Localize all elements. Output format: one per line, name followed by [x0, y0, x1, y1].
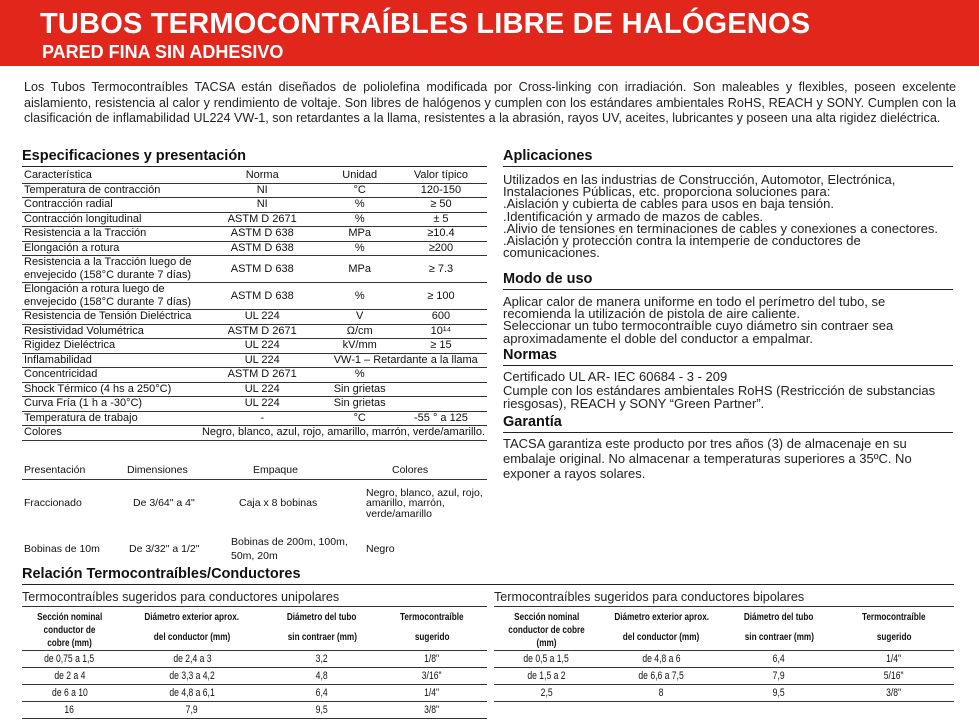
- cell: 8: [599, 685, 724, 702]
- divider: [494, 606, 954, 607]
- cell: ≥ 7.3: [395, 256, 487, 283]
- cell: Concentricidad: [22, 368, 200, 383]
- column-header: del conductor (mm): [599, 624, 724, 651]
- cell: Shock Térmico (4 hs a 250°C): [22, 382, 200, 397]
- unipolar-title: Termocontraíbles sugeridos para conductores unipolares: [22, 590, 340, 604]
- table-row: [494, 685, 954, 702]
- cell: MPa: [325, 227, 395, 242]
- normas-heading: Normas: [503, 347, 557, 363]
- column-header: Dimensiones: [127, 464, 188, 477]
- divider: [503, 166, 953, 167]
- cell: Elongación a rotura luego de envejecido (158°C durante 7 días): [22, 283, 200, 310]
- presentation-table: [22, 462, 487, 571]
- cell: -: [200, 411, 325, 426]
- cell: de 6 a 10: [22, 685, 117, 702]
- cell: VW-1 – Retardante a la llama: [325, 353, 488, 368]
- table-row: [22, 668, 487, 685]
- table-row: [22, 227, 487, 242]
- divider: [22, 584, 954, 585]
- cell: ≥200: [395, 241, 487, 256]
- cell: Elongación a rotura: [22, 241, 200, 256]
- cell: de 1,5 a 2: [494, 668, 599, 685]
- cell: ASTM D 2671: [200, 368, 325, 383]
- modo-heading: Modo de uso: [503, 271, 593, 287]
- column-header: Unidad: [325, 169, 395, 183]
- page-title: TUBOS TERMOCONTRAÍBLES LIBRE DE HALÓGENOS: [40, 8, 811, 40]
- table-row: [22, 198, 487, 213]
- column-header: sugerido: [834, 624, 954, 651]
- table-row: [494, 651, 954, 668]
- cell: %: [325, 241, 395, 256]
- garantia-text: TACSA garantiza este producto por tres años (3) de almacenaje en su embalaje original. No almacenar a temperaturas superiores a 35ºC. No exponer a rayos solares.: [503, 436, 912, 481]
- cell: Bobinas de 200m, 100m, 50m, 20m: [231, 536, 348, 562]
- table-row: [22, 426, 487, 441]
- column-header: conductor de cobre (mm): [494, 624, 599, 651]
- table-row: [22, 685, 487, 702]
- table-row: [22, 183, 487, 198]
- cell: ≥10.4: [395, 227, 487, 242]
- cell: de 3,3 a 4,2: [117, 668, 267, 685]
- table-row: [22, 702, 487, 719]
- unipolar-table: [22, 611, 487, 719]
- cell: Temperatura de contracción: [22, 183, 200, 198]
- table-header-row: [22, 624, 487, 651]
- cell: %: [325, 198, 395, 213]
- normas-line: Certificado UL AR- IEC 60684 - 3 - 209: [503, 369, 728, 384]
- cell: Resistencia a la Tracción: [22, 227, 200, 242]
- cell: MPa: [325, 256, 395, 283]
- cell: 120-150: [395, 183, 487, 198]
- cell: ASTM D 2671: [200, 212, 325, 227]
- column-header: Presentación: [24, 464, 86, 477]
- divider: [22, 166, 487, 167]
- table-header-row: [494, 611, 954, 624]
- table-row: [22, 479, 487, 527]
- column-header: Diámetro exterior aprox.: [614, 611, 709, 623]
- cell: de 0,5 a 1,5: [494, 651, 599, 668]
- cell: Resistencia a la Tracción luego de envejecido (158°C durante 7 días): [22, 256, 200, 283]
- cell: NI: [200, 183, 325, 198]
- intro-paragraph: Los Tubos Termocontraíbles TACSA están diseñados de poliolefina modificada por Cross-linking con irradiación. Son maleables y flexibles, poseen excelente aislamiento, resistencia al calor y rendimiento de voltaje. Son libres de halógenos y cumplen con los estándares ambientales RoHS, REACH y SONY. Cumplen con la clasificación de inflamabilidad UL224 VW-1, son retardantes a la llama, resistentes a la abrasión, rayos UV, aceites, lubricantes y poseen una alta rigidez dieléctrica.: [24, 80, 956, 126]
- column-header: Sección nominal: [513, 611, 580, 623]
- cell: ≥ 15: [395, 339, 487, 354]
- cell: [395, 382, 487, 397]
- column-header: Empaque: [253, 464, 298, 477]
- table-row: [494, 668, 954, 685]
- cell: UL 224: [200, 339, 325, 354]
- specs-heading: Especificaciones y presentación: [22, 148, 247, 164]
- cell: Rigidez Dieléctrica: [22, 339, 200, 354]
- table-row: [22, 339, 487, 354]
- cell: ASTM D 638: [200, 241, 325, 256]
- aplicaciones-line: .Aislación y cubierta de cables para usos en baja tensión.: [503, 196, 834, 212]
- table-row: [22, 256, 487, 283]
- table-header-row: [22, 462, 487, 479]
- table-row: [22, 651, 487, 668]
- aplicaciones-text: [503, 174, 953, 259]
- cell: 600: [395, 310, 487, 325]
- column-header: sugerido: [377, 624, 487, 651]
- cell: de 4,8 a 6,1: [117, 685, 267, 702]
- cell: 9,5: [724, 685, 834, 702]
- cell: 6,4: [267, 685, 377, 702]
- column-header: sin contraer (mm): [724, 624, 834, 651]
- aplicaciones-line: .Aislación y protección contra la intemperie de conductores de comunicaciones.: [503, 233, 861, 261]
- cell: %: [325, 283, 395, 310]
- cell: 9,5: [267, 702, 377, 719]
- normas-text: [503, 370, 953, 411]
- column-header: Colores: [392, 464, 429, 477]
- column-header: Termocontraíble: [862, 611, 926, 623]
- cell: ASTM D 638: [200, 283, 325, 310]
- cell: Fraccionado: [24, 497, 82, 510]
- cell: NI: [200, 198, 325, 213]
- cell: Sin grietas: [325, 382, 395, 397]
- table-row: [22, 212, 487, 227]
- header-banner: [0, 0, 979, 66]
- colors-label: Colores: [22, 426, 200, 441]
- table-row: [22, 368, 487, 383]
- cell: Curva Fría (1 h a -30°C): [22, 397, 200, 412]
- cell: 6,4: [724, 651, 834, 668]
- cell: 16: [22, 702, 117, 719]
- cell: 4,8: [267, 668, 377, 685]
- cell: ≥ 50: [395, 198, 487, 213]
- cell: 1/8": [377, 651, 487, 668]
- aplicaciones-line: Utilizados en las industrias de Construcción, Automotor, Electrónica, Instalaciones Públicas, etc. proporciona soluciones para:: [503, 172, 896, 200]
- cell: Negro: [366, 543, 395, 555]
- column-header: Diámetro exterior aprox.: [144, 611, 240, 623]
- column-header: Valor típico: [395, 169, 487, 183]
- cell: Resistencia de Tensión Dieléctrica: [22, 310, 200, 325]
- column-header: Diámetro del tubo: [287, 611, 357, 623]
- modo-line: Seleccionar un tubo termocontraíble cuyo diámetro sin contraer sea aproximadamente el doble del conductor a empalmar.: [503, 318, 894, 346]
- cell: 1/4": [377, 685, 487, 702]
- table-header-row: [494, 624, 954, 651]
- cell: UL 224: [200, 397, 325, 412]
- normas-line: Cumple con los estándares ambientales RoHS (Restricción de substancias riesgosas), REACH y SONY “Green Partner”.: [503, 382, 936, 411]
- cell: UL 224: [200, 382, 325, 397]
- cell: kV/mm: [325, 339, 395, 354]
- table-row: [22, 310, 487, 325]
- cell: 5/16": [834, 668, 954, 685]
- aplicaciones-line: .Alivio de tensiones en terminaciones de cables y conexiones a conectores.: [503, 220, 939, 236]
- cell: ± 5: [395, 212, 487, 227]
- specs-table: [22, 169, 487, 441]
- cell: de 4,8 a 6: [599, 651, 724, 668]
- column-header: del conductor (mm): [117, 624, 267, 651]
- cell: 3/8": [834, 685, 954, 702]
- cell: Inflamabilidad: [22, 353, 200, 368]
- cell: ASTM D 638: [200, 227, 325, 242]
- cell: Contracción longitudinal: [22, 212, 200, 227]
- table-row: [22, 382, 487, 397]
- relacion-heading: Relación Termocontraíbles/Conductores: [22, 566, 301, 582]
- cell: 3/16": [377, 668, 487, 685]
- modo-line: Aplicar calor de manera uniforme en todo el perímetro del tubo, se recomienda la utilización de pistola de aire caliente.: [503, 294, 886, 322]
- divider: [503, 432, 953, 433]
- table-row: [22, 411, 487, 426]
- cell: -55 ° a 125: [395, 411, 487, 426]
- cell: de 0,75 a 1,5: [22, 651, 117, 668]
- table-row: [22, 283, 487, 310]
- cell: Negro, blanco, azul, rojo, amarillo, marrón, verde/amarillo: [366, 486, 483, 520]
- bipolar-table: [494, 611, 954, 702]
- cell: Caja x 8 bobinas: [239, 497, 318, 510]
- table-row: [22, 353, 487, 368]
- cell: [395, 368, 487, 383]
- column-header: Diámetro del tubo: [744, 611, 814, 623]
- cell: 7,9: [724, 668, 834, 685]
- cell: 3/8": [377, 702, 487, 719]
- divider: [503, 289, 953, 290]
- bipolar-title: Termocontraíbles sugeridos para conductores bipolares: [494, 590, 805, 604]
- cell: ≥ 100: [395, 283, 487, 310]
- table-row: [22, 324, 487, 339]
- cell: %: [325, 212, 395, 227]
- cell: 10¹⁴: [395, 324, 487, 339]
- column-header: Norma: [200, 169, 325, 183]
- cell: V: [325, 310, 395, 325]
- column-header: Característica: [22, 169, 200, 183]
- column-header: Sección nominal: [36, 611, 103, 623]
- column-header: conductor de cobre (mm): [22, 624, 117, 651]
- table-row: [22, 527, 487, 571]
- cell: 7,9: [117, 702, 267, 719]
- column-header: Termocontraíble: [400, 611, 464, 623]
- cell: 1/4": [834, 651, 954, 668]
- cell: Contracción radial: [22, 198, 200, 213]
- table-row: [22, 241, 487, 256]
- cell: Temperatura de trabajo: [22, 411, 200, 426]
- divider: [503, 365, 953, 366]
- table-row: [22, 397, 487, 412]
- page-subtitle: PARED FINA SIN ADHESIVO: [42, 42, 284, 62]
- cell: Resistividad Volumétrica: [22, 324, 200, 339]
- divider: [22, 606, 487, 607]
- table-header-row: [22, 611, 487, 624]
- cell: ASTM D 2671: [200, 324, 325, 339]
- aplicaciones-line: .Identificación y armado de mazos de cables.: [503, 208, 764, 224]
- garantia-heading: Garantía: [503, 414, 562, 430]
- cell: [395, 397, 487, 412]
- cell: De 3/64" a 4": [133, 497, 195, 510]
- modo-text: [503, 296, 953, 345]
- table-header-row: [22, 169, 487, 183]
- colors-value: Negro, blanco, azul, rojo, amarillo, marrón, verde/amarillo.: [201, 426, 485, 438]
- cell: %: [325, 368, 395, 383]
- cell: Sin grietas: [325, 397, 395, 412]
- cell: °C: [325, 411, 395, 426]
- cell: de 6,6 a 7,5: [599, 668, 724, 685]
- cell: 3,2: [267, 651, 377, 668]
- cell: ASTM D 638: [200, 256, 325, 283]
- cell: 2,5: [494, 685, 599, 702]
- cell: °C: [325, 183, 395, 198]
- cell: De 3/32" a 1/2": [129, 543, 200, 555]
- cell: Bobinas de 10m: [24, 543, 100, 555]
- cell: UL 224: [200, 353, 325, 368]
- aplicaciones-heading: Aplicaciones: [503, 148, 593, 164]
- cell: de 2 a 4: [22, 668, 117, 685]
- cell: de 2,4 a 3: [117, 651, 267, 668]
- column-header: sin contraer (mm): [267, 624, 377, 651]
- cell: UL 224: [200, 310, 325, 325]
- cell: Ω/cm: [325, 324, 395, 339]
